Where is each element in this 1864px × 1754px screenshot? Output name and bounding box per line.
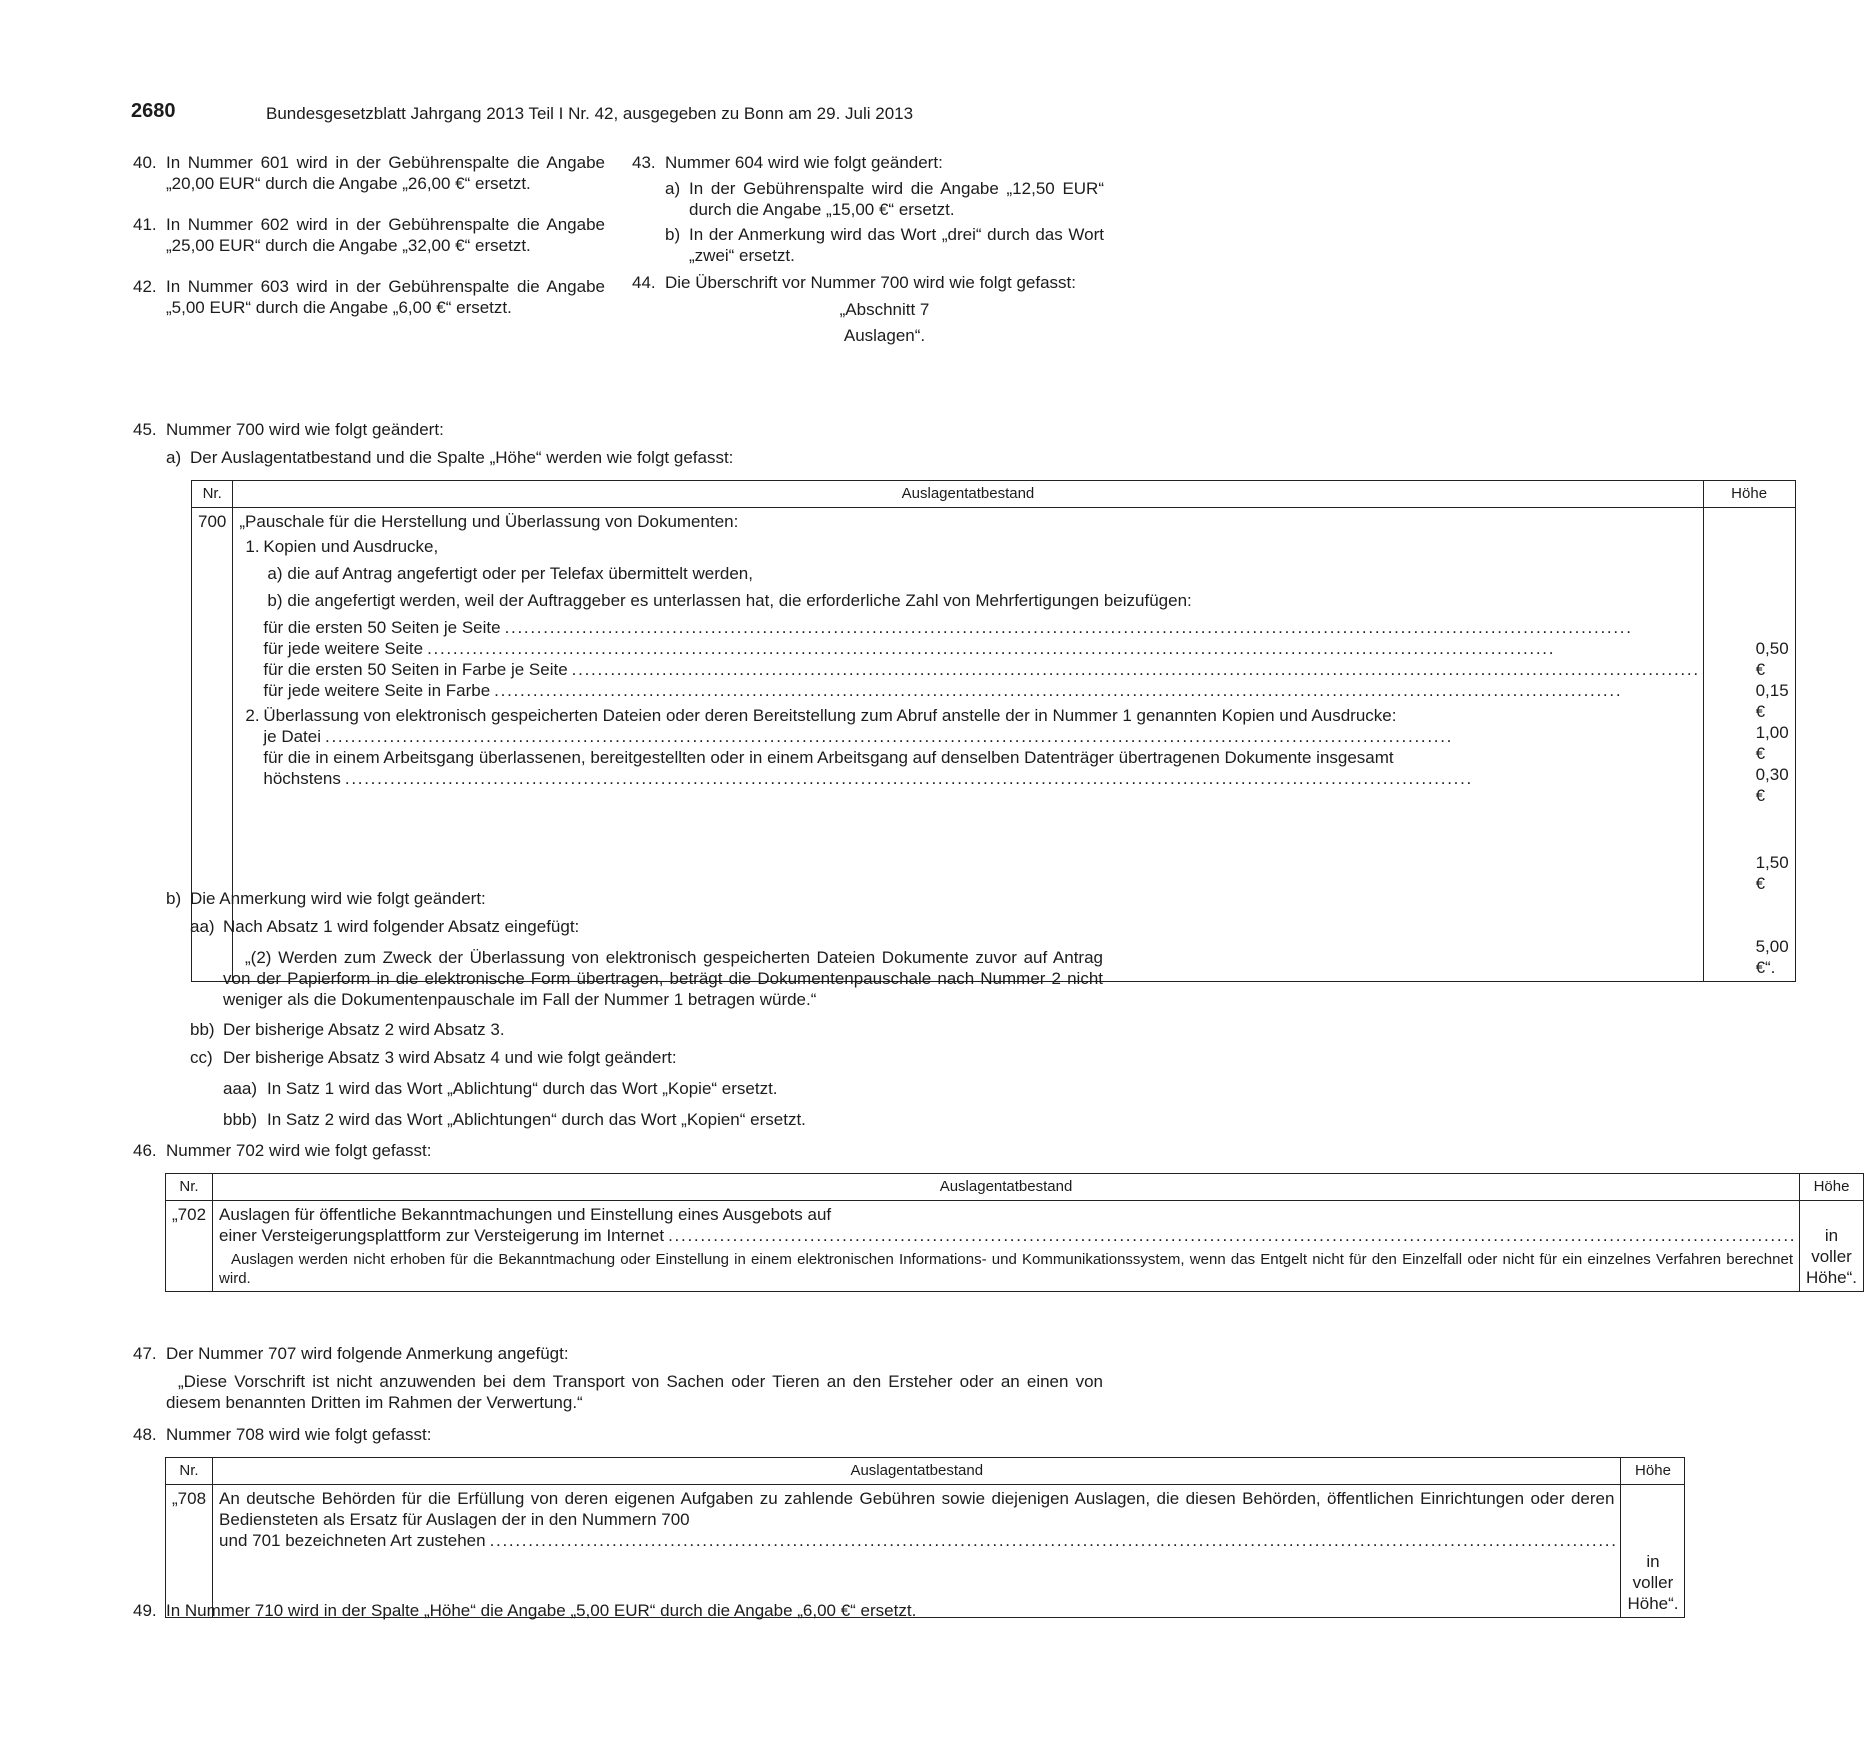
sub-text: Der Auslagentatbestand und die Spalte „Höhe“ werden wie folgt gefasst: xyxy=(190,448,734,467)
sub-text: In Satz 2 wird das Wort „Ablichtungen“ durch das Wort „Kopien“ ersetzt. xyxy=(267,1110,806,1129)
item-number: 46. xyxy=(133,1141,157,1160)
item-text: In Nummer 603 wird in der Gebührenspalte die Angabe „5,00 EUR“ durch die Angabe „6,00 €“ ersetzt. xyxy=(166,277,605,317)
item-45 xyxy=(133,419,1103,468)
rate-row: für die ersten 50 Seiten je Seite . . . xyxy=(263,617,1696,638)
desc-text: An deutsche Behörden für die Erfüllung von deren eigenen Aufgaben zu zahlende Gebühren sowie diejenigen Auslagen, die diesen Behörden, öffentlichen Einrichtungen oder deren Bediensteten als Ersatz für Auslagen der in den Nummern 700 xyxy=(219,1489,1615,1529)
amount: 5,00 €“. xyxy=(1755,937,1789,977)
item-text: Nummer 604 wird wie folgt geändert: xyxy=(665,153,943,172)
point-text: die angefertigt werden, weil der Auftraggeber es unterlassen hat, die erforderliche Zahl von Mehrfertigungen beizufügen: xyxy=(287,591,1192,610)
table-708 xyxy=(165,1457,1679,1618)
sub-label: cc) xyxy=(190,1048,213,1067)
item-43-a xyxy=(665,178,1104,220)
desc-intro: „Pauschale für die Herstellung und Überlassung von Dokumenten: xyxy=(239,512,739,531)
item-text: Nummer 702 wird wie folgt gefasst: xyxy=(166,1141,432,1160)
point-text: Kopien und Ausdrucke, xyxy=(263,537,439,556)
item-text: In Nummer 602 wird in der Gebührenspalte die Angabe „25,00 EUR“ durch die Angabe „32,00 €“ ersetzt. xyxy=(166,215,605,255)
row-desc xyxy=(213,1201,1800,1292)
item-number: 45. xyxy=(133,420,157,439)
sub-label: a) xyxy=(166,448,182,467)
item-text: Die Überschrift vor Nummer 700 wird wie folgt gefasst: xyxy=(665,273,1076,292)
left-column xyxy=(133,152,605,338)
item-text: Der Nummer 707 wird folgende Anmerkung angefügt: xyxy=(166,1344,569,1363)
item-text: In Nummer 710 wird in der Spalte „Höhe“ die Angabe „5,00 EUR“ durch die Angabe „6,00 €“ ersetzt. xyxy=(166,1601,917,1620)
item-48 xyxy=(133,1424,1103,1445)
item-40 xyxy=(133,152,605,194)
sub-label: b) xyxy=(665,225,681,244)
item-number: 48. xyxy=(133,1425,157,1444)
column-header-nr: Nr. xyxy=(192,481,233,508)
amount: 0,30 € xyxy=(1755,765,1789,805)
sub-label: b) xyxy=(166,889,182,908)
sub-text: In der Anmerkung wird das Wort „drei“ durch das Wort „zwei“ ersetzt. xyxy=(689,225,1104,265)
sub-text: Der bisherige Absatz 3 wird Absatz 4 und wie folgt geändert: xyxy=(223,1048,677,1067)
amount: in voller Höhe“. xyxy=(1627,1552,1679,1613)
desc-line: Auslagen für öffentliche Bekanntmachungen und Einstellung eines Ausgebots auf xyxy=(219,1205,832,1224)
quoted-paragraph: „Diese Vorschrift ist nicht anzuwenden bei dem Transport von Sachen oder Tieren an den Ersteher oder an einen von diesem benannten Dritten im Rahmen der Verwertung.“ xyxy=(166,1372,1103,1412)
sub-label: aaa) xyxy=(223,1079,258,1098)
item-number: 40. xyxy=(133,153,157,172)
amount: in voller Höhe“. xyxy=(1806,1226,1858,1287)
amount: 1,50 € xyxy=(1755,853,1789,893)
table-702 xyxy=(165,1173,1858,1292)
point-text: Überlassung von elektronisch gespeicherten Dateien oder deren Bereitstellung zum Abruf anstelle der in Nummer 1 genannten Kopien und Ausdrucke: xyxy=(263,706,1397,725)
item-43-b xyxy=(665,224,1104,266)
column-header-desc: Auslagentatbestand xyxy=(233,481,1703,508)
row-amount xyxy=(1800,1201,1864,1292)
sub-text: Nach Absatz 1 wird folgender Absatz eingefügt: xyxy=(223,917,580,936)
sub-text: In der Gebührenspalte wird die Angabe „12,50 EUR“ durch die Angabe „15,00 €“ ersetzt. xyxy=(689,179,1104,219)
item-text: In Nummer 601 wird in der Gebührenspalte die Angabe „20,00 EUR“ durch die Angabe „26,00 €“ ersetzt. xyxy=(166,153,605,193)
point-label: 2. xyxy=(245,706,260,725)
item-41 xyxy=(133,214,605,256)
desc-line: und 701 bezeichneten Art zustehen . . . xyxy=(219,1530,1614,1551)
point-label: a) xyxy=(267,564,283,583)
item-46 xyxy=(133,1140,1103,1161)
row-nr: „702 xyxy=(166,1201,213,1292)
quoted-paragraph: „(2) Werden zum Zweck der Überlassung von elektronisch gespeicherten Dateien Dokumente zuvor auf Antrag von der Papierform in die elektronische Form übertragen, beträgt die Dokumentenpauschale nach Nummer 2 nicht weniger als die Dokumentenpauschale im Fall der Nummer 1 betragen würde.“ xyxy=(223,948,1103,1009)
sub-label: aa) xyxy=(190,917,215,936)
column-header-amount: Höhe xyxy=(1621,1458,1685,1485)
row-nr: „708 xyxy=(166,1485,213,1618)
row-amount xyxy=(1621,1485,1685,1618)
section-heading-line1: „Abschnitt 7 xyxy=(839,300,930,319)
item-text: Nummer 708 wird wie folgt gefasst: xyxy=(166,1425,432,1444)
sub-text: Die Anmerkung wird wie folgt geändert: xyxy=(190,889,486,908)
item-number: 47. xyxy=(133,1344,157,1363)
sub-text: In Satz 1 wird das Wort „Ablichtung“ durch das Wort „Kopie“ ersetzt. xyxy=(267,1079,778,1098)
row-nr: 700 xyxy=(192,508,233,982)
item-text: Nummer 700 wird wie folgt geändert: xyxy=(166,420,444,439)
sub-label: a) xyxy=(665,179,681,198)
item-43 xyxy=(632,152,1104,266)
column-header-amount: Höhe xyxy=(1703,481,1795,508)
rate-row: für jede weitere Seite . . . xyxy=(263,638,1696,659)
desc-note: Auslagen werden nicht erhoben für die Bekanntmachung oder Einstellung in einem elektronischen Informations- und Kommunikationssystem, wenn das Entgelt nicht für den Einzelfall oder nicht für ein einzelnes Verfahren berechnet wird. xyxy=(219,1251,1793,1287)
page-number: 2680 xyxy=(131,100,176,122)
right-column xyxy=(632,152,1104,369)
rate-row: höchstens . . . xyxy=(263,768,1696,789)
rate-row: je Datei . . . xyxy=(263,726,1696,747)
column-header-desc: Auslagentatbestand xyxy=(213,1174,1800,1201)
sub-label: bb) xyxy=(190,1020,215,1039)
item-number: 41. xyxy=(133,215,157,234)
item-number: 44. xyxy=(632,273,656,292)
point-label: 1. xyxy=(245,537,260,556)
rate-text: für die in einem Arbeitsgang überlassenen, bereitgestellten oder in einem Arbeitsgang auf denselben Datenträger übertragenen Dokumente insgesamt xyxy=(263,748,1394,767)
item-45-b xyxy=(133,888,1103,1130)
rate-row: für die ersten 50 Seiten in Farbe je Seite . . . xyxy=(263,659,1696,680)
item-44 xyxy=(632,272,1104,349)
row-amount xyxy=(1703,508,1795,982)
item-number: 49. xyxy=(133,1601,157,1620)
column-header-amount: Höhe xyxy=(1800,1174,1864,1201)
column-header-nr: Nr. xyxy=(166,1174,213,1201)
point-label: b) xyxy=(267,591,283,610)
item-number: 43. xyxy=(632,153,656,172)
amount: 0,50 € xyxy=(1755,639,1789,679)
item-47 xyxy=(133,1343,1103,1413)
row-desc xyxy=(213,1485,1621,1618)
item-number: 42. xyxy=(133,277,157,296)
amount: 0,15 € xyxy=(1755,681,1789,721)
item-42 xyxy=(133,276,605,318)
amount: 1,00 € xyxy=(1755,723,1789,763)
sub-label: bbb) xyxy=(223,1110,258,1129)
sub-text: Der bisherige Absatz 2 wird Absatz 3. xyxy=(223,1020,505,1039)
rate-row: für jede weitere Seite in Farbe . . . xyxy=(263,680,1696,701)
item-49 xyxy=(133,1600,1103,1621)
page-header-title: Bundesgesetzblatt Jahrgang 2013 Teil I Nr. 42, ausgegeben zu Bonn am 29. Juli 2013 xyxy=(266,104,914,123)
column-header-desc: Auslagentatbestand xyxy=(213,1458,1621,1485)
section-heading-line2: Auslagen“. xyxy=(843,326,926,345)
point-text: die auf Antrag angefertigt oder per Telefax übermittelt werden, xyxy=(287,564,753,583)
desc-line: einer Versteigerungsplattform zur Versteigerung im Internet . . . xyxy=(219,1225,1793,1246)
column-header-nr: Nr. xyxy=(166,1458,213,1485)
